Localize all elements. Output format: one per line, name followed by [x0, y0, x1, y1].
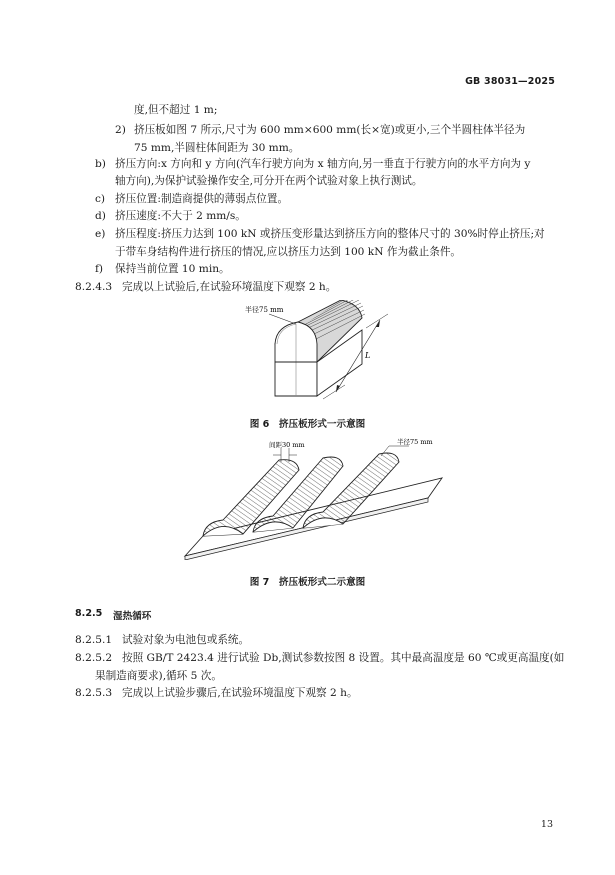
item-c-line: 挤压位置:制造商提供的薄弱点位置。	[115, 193, 289, 205]
item-f-mark: f)	[95, 263, 104, 275]
clause-8251-text: 试验对象为电池包或系统。	[122, 634, 250, 646]
item-e-line-1: 挤压程度:挤压力达到 100 kN 或挤压变形量达到挤压方向的整体尺寸的 30%时停止挤压;对	[115, 228, 545, 240]
figure-6-diagram	[228, 300, 398, 408]
clause-8253-text: 完成以上试验步骤后,在试验环境温度下观察 2 h。	[122, 687, 358, 699]
item-d-mark: d)	[95, 210, 106, 222]
figure-7-diagram	[183, 438, 445, 560]
clause-8253-number: 8.2.5.3	[75, 687, 113, 699]
item-b-line-1: 挤压方向:x 方向和 y 方向(汽车行驶方向为 x 轴方向,另一垂直于行驶方向的水平方向为 y	[115, 158, 531, 170]
section-825-heading: 湿热循环	[113, 611, 152, 622]
figure-7-spacing-label: 间距30 mm	[269, 441, 305, 449]
section-825-number: 8.2.5	[75, 608, 103, 619]
item-d-line: 挤压速度:不大于 2 mm/s。	[115, 210, 246, 222]
clause-8251-number: 8.2.5.1	[75, 634, 113, 646]
figure-6-radius-label: 半径75 mm	[245, 306, 284, 314]
clause-8243-text: 完成以上试验后,在试验环境温度下观察 2 h。	[122, 281, 337, 293]
clause-8243-number: 8.2.4.3	[75, 281, 113, 293]
clause-8252-line-1: 按照 GB/T 2423.4 进行试验 Db,测试参数按图 8 设置。其中最高温度是 60 ℃或更高温度(如	[122, 652, 565, 664]
figure-6-length-label: L	[365, 351, 371, 360]
item-b-mark: b)	[95, 158, 106, 170]
page-number: 13	[540, 819, 553, 830]
clause-8252-line-2: 果制造商要求),循环 5 次。	[95, 670, 222, 682]
item-b-line-2: 轴方向),为保护试验操作安全,可分开在两个试验对象上执行测试。	[115, 175, 423, 187]
item-2-line-2: 75 mm,半圆柱体间距为 30 mm。	[134, 142, 300, 154]
item-2-line-1: 挤压板如图 7 所示,尺寸为 600 mm×600 mm(长×宽)或更小,三个半圆柱体半径为	[134, 124, 526, 136]
continued-line: 度,但不超过 1 m;	[134, 104, 218, 116]
item-2-mark: 2)	[115, 124, 126, 136]
item-c-mark: c)	[95, 193, 106, 205]
item-f-line: 保持当前位置 10 min。	[115, 263, 230, 275]
figure-6-caption: 图 6 挤压板形式一示意图	[249, 419, 366, 430]
clause-8252-number: 8.2.5.2	[75, 652, 113, 664]
item-e-mark: e)	[95, 228, 106, 240]
figure-7-caption: 图 7 挤压板形式二示意图	[249, 577, 366, 588]
figure-7-radius-label: 半径75 mm	[397, 438, 433, 446]
item-e-line-2: 于带车身结构件进行挤压的情况,应以挤压力达到 100 kN 作为截止条件。	[115, 246, 462, 258]
document-code: GB 38031—2025	[465, 76, 555, 87]
